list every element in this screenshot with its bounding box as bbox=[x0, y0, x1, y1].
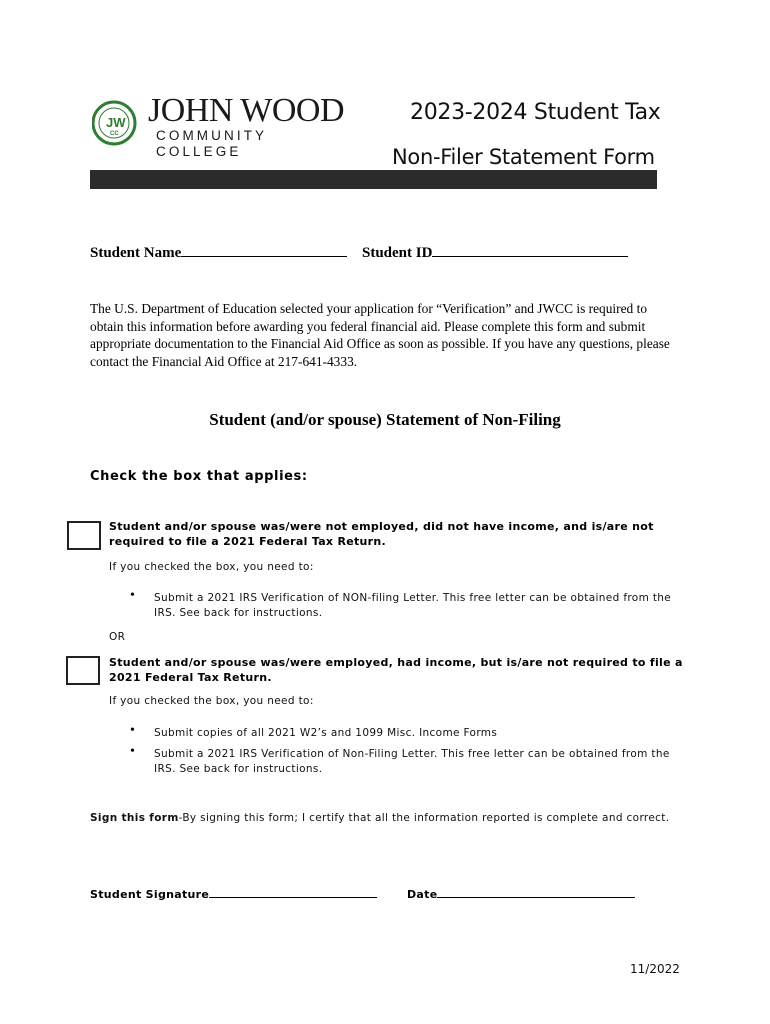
option1-if-checked: If you checked the box, you need to: bbox=[109, 561, 314, 573]
student-id-input[interactable] bbox=[432, 243, 628, 257]
option2-if-checked: If you checked the box, you need to: bbox=[109, 695, 314, 707]
check-instruction: Check the box that applies: bbox=[90, 469, 308, 484]
bullet-icon: • bbox=[130, 588, 135, 603]
form-revision-date: 11/2022 bbox=[630, 962, 680, 976]
sign-statement-text: -By signing this form; I certify that all the information reported is complete and correct. bbox=[178, 812, 670, 824]
option1-checkbox[interactable] bbox=[67, 521, 101, 550]
svg-text:CC: CC bbox=[110, 131, 119, 137]
bullet-icon: • bbox=[130, 744, 135, 759]
header-divider-bar bbox=[90, 170, 657, 189]
sign-statement bbox=[90, 811, 669, 826]
sign-label: Sign this form bbox=[90, 812, 179, 824]
student-id-field bbox=[362, 243, 628, 262]
signature-field bbox=[90, 886, 377, 901]
svg-text:JW: JW bbox=[106, 115, 126, 130]
option2-checkbox[interactable] bbox=[66, 656, 100, 685]
bullet-icon: • bbox=[130, 723, 135, 738]
college-logo bbox=[92, 92, 352, 159]
student-signature-label: Student Signature bbox=[90, 888, 210, 901]
option2-item: Submit a 2021 IRS Verification of Non-Filing Letter. This free letter can be obtained from the IRS. See back for instructions. bbox=[154, 748, 670, 775]
form-title-line1: 2023-2024 Student Tax bbox=[410, 100, 661, 125]
intro-paragraph: The U.S. Department of Education selected your application for “Verification” and JWCC is required to obtain this information before awarding you federal financial aid. Please complete this form and submit appropriate documentation to the Financial Aid Office as soon as possible. If you have any questions, please contact the Financial Aid Office at 217-641-4333. bbox=[90, 301, 670, 369]
date-field bbox=[407, 886, 635, 901]
student-name-field bbox=[90, 243, 347, 262]
logo-line2: COMMUNITY COLLEGE bbox=[156, 128, 267, 159]
section-heading: Student (and/or spouse) Statement of Non-Filing bbox=[209, 410, 561, 429]
date-input[interactable] bbox=[437, 886, 635, 898]
form-title-line2: Non-Filer Statement Form bbox=[392, 145, 655, 169]
date-label: Date bbox=[407, 888, 438, 901]
student-name-input[interactable] bbox=[181, 243, 347, 257]
logo-line1: JOHN WOOD bbox=[148, 92, 345, 129]
logo-wordmark bbox=[148, 94, 352, 160]
option2-title: Student and/or spouse was/were employed, had income, but is/are not required to file a 2021 Federal Tax Return. bbox=[109, 656, 683, 684]
option2-item: Submit copies of all 2021 W2’s and 1099 Misc. Income Forms bbox=[154, 727, 498, 739]
student-signature-input[interactable] bbox=[209, 886, 377, 898]
student-name-label: Student Name bbox=[90, 245, 182, 261]
option1-item: Submit a 2021 IRS Verification of NON-filing Letter. This free letter can be obtained from the IRS. See back for instructions. bbox=[154, 592, 672, 619]
or-label: OR bbox=[109, 631, 126, 643]
student-id-label: Student ID bbox=[362, 245, 433, 261]
option1-title: Student and/or spouse was/were not employed, did not have income, and is/are not required to file a 2021 Federal Tax Return. bbox=[109, 520, 654, 548]
